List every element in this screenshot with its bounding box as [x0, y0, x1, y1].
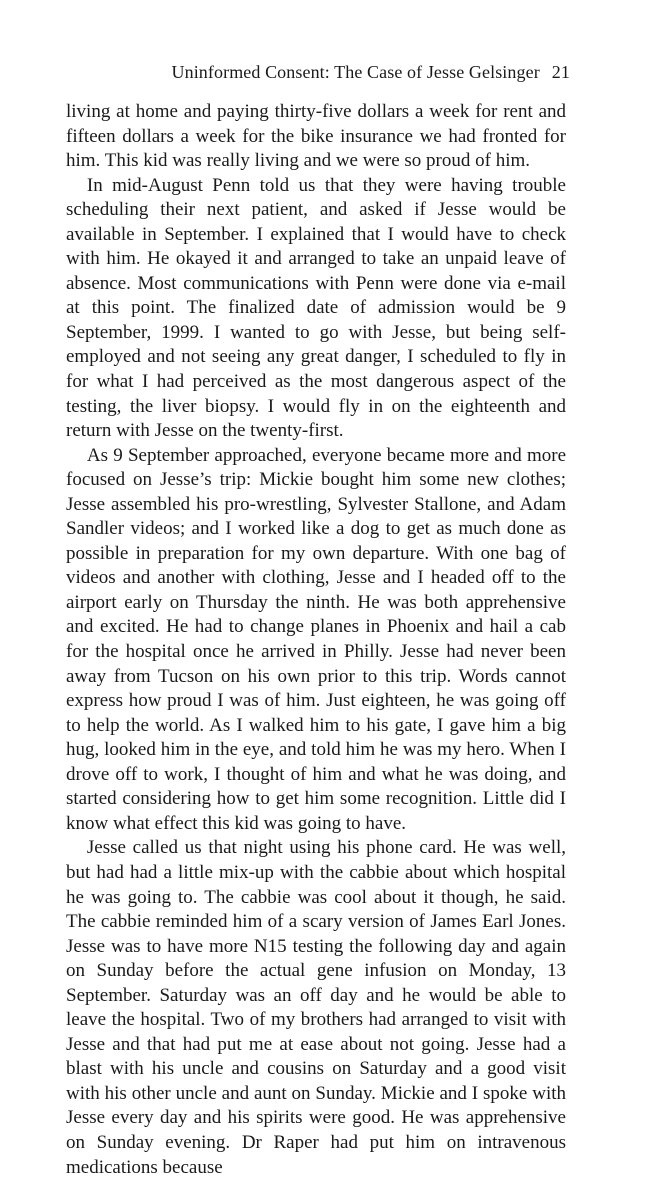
running-head — [172, 60, 571, 84]
body-text — [66, 100, 566, 1180]
paragraph: living at home and paying thirty-five dollars a week for rent and fifteen dollars a week for the bike insurance we had fronted for him. This kid was really living and we were so proud of him. — [66, 101, 566, 172]
page-number: 21 — [551, 62, 570, 82]
paragraph: Jesse called us that night using his phone card. He was well, but had had a little mix-up with the cabbie about which hospital he was going to. The cabbie was cool about it though, he said. The cabbie reminded him of a scary version of James Earl Jones. Jesse was to have more N15 testing the following day and again on Sunday before the actual gene infusion on Monday, 13 September. Saturday was an off day and he would be able to leave the hospital. Two of my brothers had arranged to visit with Jesse and that had put me at ease about not going. Jesse had a blast with his uncle and cousins on Saturday and a good visit with his other uncle and aunt on Sunday. Mickie and I spoke with Jesse every day and his spirits were good. He was apprehensive on Sunday evening. Dr Raper had put him on intravenous medications because — [66, 837, 566, 1178]
paragraph: As 9 September approached, everyone became more and more focused on Jesse’s trip: Mickie bought him some new clothes; Jesse assembled his pro-wrestling, Sylvester Stallone, and Adam Sandler videos; and I worked like a dog to get as much done as possible in preparation for my own departure. With one bag of videos and another with clothing, Jesse and I headed off to the airport early on Thursday the ninth. He was both apprehensive and excited. He had to change planes in Phoenix and hail a cab for the hospital once he arrived in Philly. Jesse had never been away from Tucson on his own prior to this trip. Words cannot express how proud I was of him. Just eighteen, he was going off to help the world. As I walked him to his gate, I gave him a big hug, looked him in the eye, and told him he was my hero. When I drove off to work, I thought of him and what he was doing, and started considering how to get him some recognition. Little did I know what effect this kid was going to have. — [66, 444, 566, 834]
running-head-title: Uninformed Consent: The Case of Jesse Gelsinger — [171, 62, 540, 82]
paragraph: In mid-August Penn told us that they were having trouble scheduling their next patient, and asked if Jesse would be available in September. I explained that I would have to check with him. He okayed it and arranged to take an unpaid leave of absence. Most communications with Penn were done via e-mail at this point. The finalized date of admission would be 9 September, 1999. I wanted to go with Jesse, but being self-employed and not seeing any great danger, I scheduled to fly in for what I had perceived as the most dangerous aspect of the testing, the liver biopsy. I would fly in on the eighteenth and return with Jesse on the twenty-first. — [66, 174, 566, 442]
